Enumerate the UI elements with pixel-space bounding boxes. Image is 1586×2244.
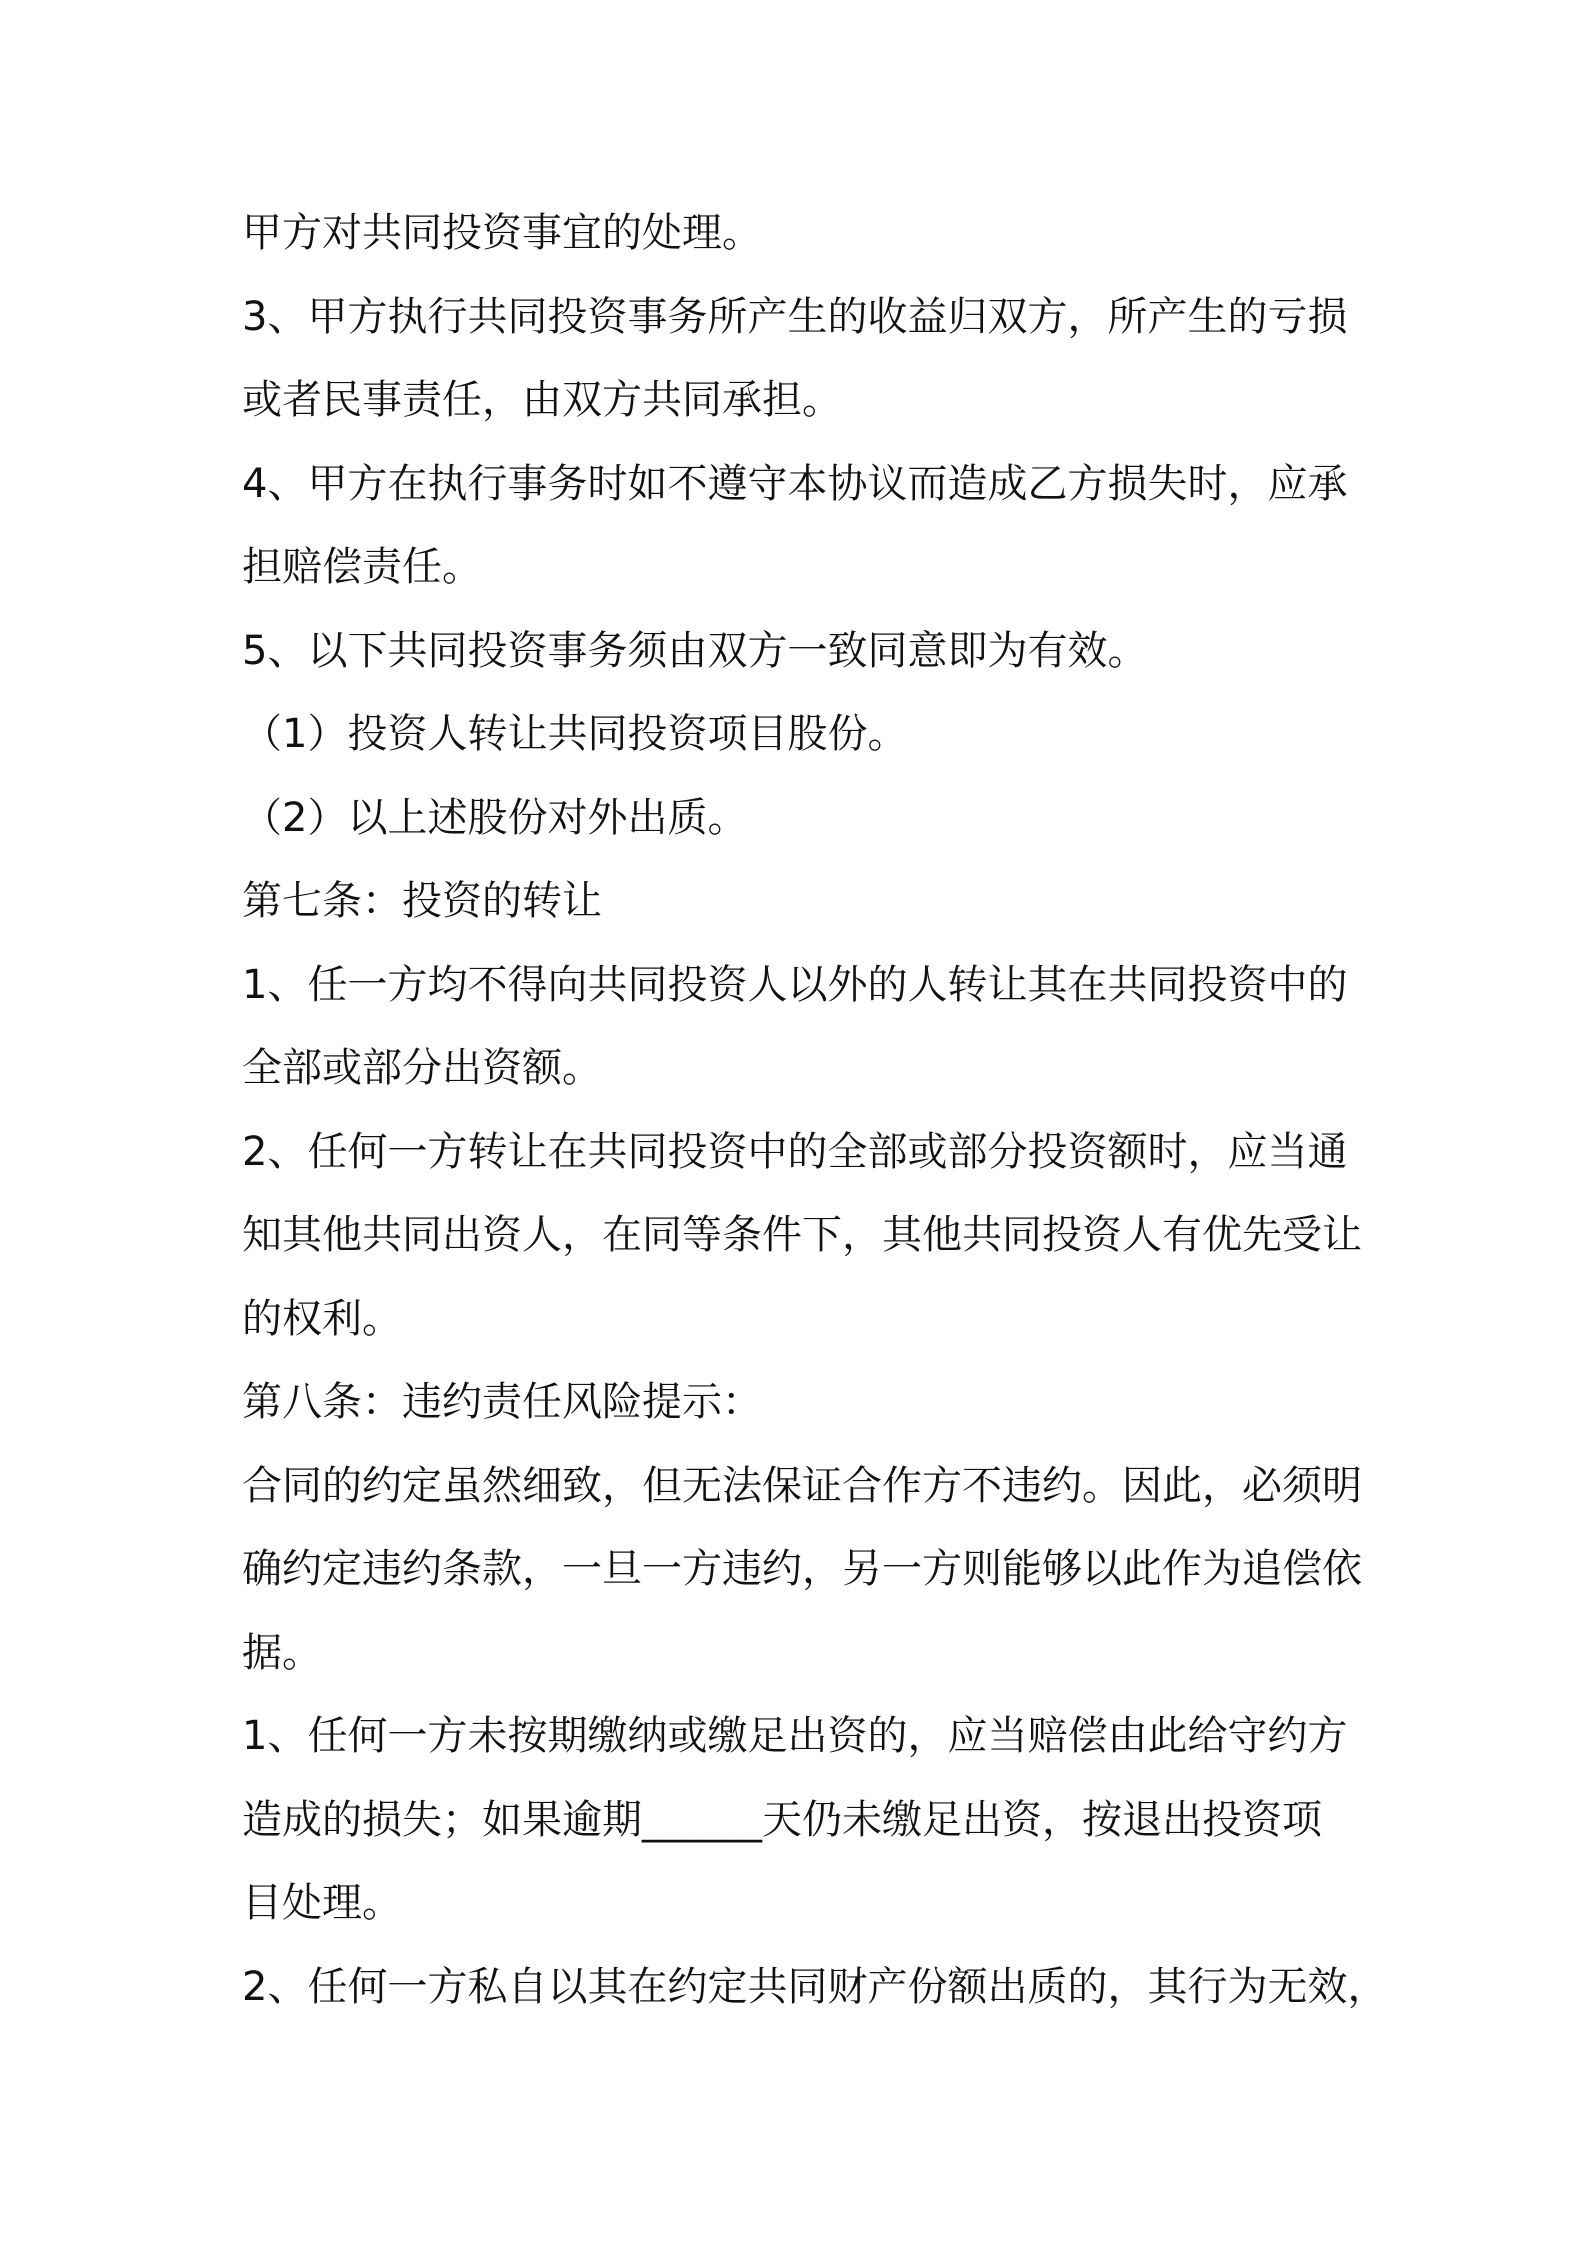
text-line: 或者民事责任，由双方共同承担。: [242, 377, 842, 423]
text-line: 1、任一方均不得向共同投资人以外的人转让其在共同投资中的: [242, 961, 1348, 1008]
text-line: 知其他共同出资人，在同等条件下，其他共同投资人有优先受让: [242, 1212, 1362, 1258]
section-heading: 第八条：违约责任风险提示：: [242, 1379, 762, 1425]
text-line: 确约定违约条款，一旦一方违约，另一方则能够以此作为追偿依: [242, 1546, 1362, 1592]
text-line: 5、以下共同投资事务须由双方一致同意即为有效。: [242, 627, 1148, 674]
text-line: （1）投资人转让共同投资项目股份。: [242, 711, 908, 757]
text-line: 3、甲方执行共同投资事务所产生的收益归双方，所产生的亏损: [242, 293, 1348, 340]
text-line: 的权利。: [242, 1295, 402, 1342]
text-line: 1、任何一方未按期缴纳或缴足出资的，应当赔偿由此给守约方: [242, 1713, 1348, 1759]
text-line: 甲方对共同投资事宜的处理。: [242, 210, 762, 256]
text-line: 合同的约定虽然细致，但无法保证合作方不违约。因此，必须明: [242, 1462, 1362, 1509]
text-line: 据。: [242, 1629, 322, 1676]
text-line: 担赔偿责任。: [242, 544, 482, 590]
text-line: 目处理。: [242, 1880, 402, 1926]
text-line: 全部或部分出资额。: [242, 1045, 602, 1091]
text-line: 造成的损失；如果逾期______天仍未缴足出资，按退出投资项: [242, 1796, 1322, 1843]
text-line: 2、任何一方私自以其在约定共同财产份额出质的，其行为无效，: [242, 1963, 1388, 2010]
document-body: [242, 192, 1388, 2029]
text-line: （2）以上述股份对外出质。: [242, 794, 748, 841]
text-line: 4、甲方在执行事务时如不遵守本协议而造成乙方损失时，应承: [242, 460, 1348, 507]
text-line: 2、任何一方转让在共同投资中的全部或部分投资额时，应当通: [242, 1128, 1348, 1175]
section-heading: 第七条：投资的转让: [242, 878, 602, 924]
